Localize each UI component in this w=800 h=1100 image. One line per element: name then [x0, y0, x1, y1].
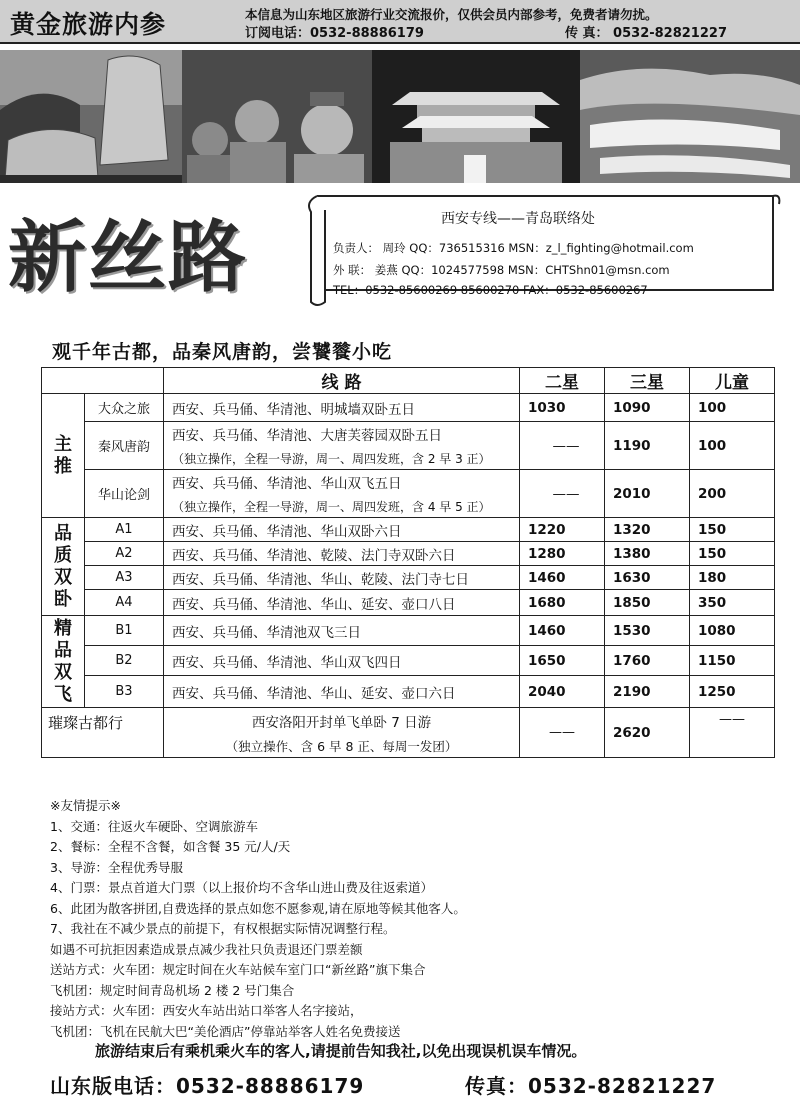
price-child: 150 — [690, 542, 775, 566]
terracotta-warriors-photo — [182, 50, 372, 183]
table-row — [42, 676, 775, 708]
table-row — [42, 542, 775, 566]
price-three: 1190 — [605, 422, 690, 470]
row-name: A3 — [85, 566, 164, 590]
price-child: —— — [690, 708, 775, 758]
price-child: 1250 — [690, 676, 775, 708]
price-child: 1080 — [690, 616, 775, 646]
row-name: A4 — [85, 590, 164, 616]
group-quality — [42, 518, 85, 616]
tip-item: 飞机团：飞机在民航大巴“美伦酒店”停靠站举客人姓名免费接送 — [50, 1023, 401, 1039]
row-name: 璀璨古都行 — [42, 708, 164, 758]
price-two: 1280 — [520, 542, 605, 566]
row-route: 西安、兵马俑、华清池、华山双卧六日 — [164, 518, 520, 542]
row-route: 西安、兵马俑、华清池、华山、延安、壶口六日 — [164, 676, 520, 708]
table-row — [42, 646, 775, 676]
route-text: 西安洛阳开封单飞单卧 7 日游 — [251, 714, 432, 731]
price-three: 1850 — [605, 590, 690, 616]
price-two: 2040 — [520, 676, 605, 708]
contact-card — [303, 190, 781, 308]
price-two: —— — [520, 470, 605, 518]
price-child: 180 — [690, 566, 775, 590]
table-row — [42, 422, 775, 470]
subscribe-phone: 订阅电话：0532-88886179 — [245, 26, 424, 41]
table-header-row — [42, 368, 775, 394]
row-name: 秦风唐韵 — [85, 422, 164, 470]
tip-item: 如遇不可抗拒因素造成景点减少我社只负责退还门票差额 — [50, 941, 363, 957]
price-three: 1760 — [605, 646, 690, 676]
tip-item: 6、此团为散客拼团,自费选择的景点如您不愿参观,请在原地等候其他客人。 — [50, 900, 466, 916]
row-name: 大众之旅 — [85, 394, 164, 422]
route-note: （独立操作，全程一导游，周一、周四发班，含 4 早 5 正） — [172, 500, 491, 514]
price-two: 1460 — [520, 616, 605, 646]
price-three: 1320 — [605, 518, 690, 542]
row-name: 华山论剑 — [85, 470, 164, 518]
price-three: 2010 — [605, 470, 690, 518]
route-note: （独立操作，全程一导游，周一、周四发班，含 2 早 3 正） — [172, 452, 491, 466]
contact-line: TEL：0532-85600269 85600270 FAX：0532-85600267 — [333, 283, 648, 297]
price-table — [41, 367, 775, 758]
price-three: 1380 — [605, 542, 690, 566]
price-two: 1030 — [520, 394, 605, 422]
group-label: 精品双飞 — [54, 617, 72, 705]
price-three: 1530 — [605, 616, 690, 646]
row-name: B2 — [85, 646, 164, 676]
price-child: 100 — [690, 394, 775, 422]
price-three: 2620 — [605, 708, 690, 758]
table-row — [42, 566, 775, 590]
tip-item: 7、我社在不减少景点的前提下，有权根据实际情况调整行程。 — [50, 921, 396, 936]
header-notice: 本信息为山东地区旅游行业交流报价，仅供会员内部参考，免费者请勿扰。 — [245, 7, 658, 22]
bell-tower-photo — [372, 50, 580, 183]
price-two: —— — [520, 708, 605, 758]
price-child: 350 — [690, 590, 775, 616]
price-three: 1090 — [605, 394, 690, 422]
stone-monument-photo — [0, 50, 182, 183]
header-child: 儿童 — [690, 368, 775, 394]
footer-fax: 传真：0532-82821227 — [465, 1074, 717, 1098]
row-route: 西安、兵马俑、华清池、华山双飞四日 — [164, 646, 520, 676]
price-two: 1650 — [520, 646, 605, 676]
contact-title: 西安专线——青岛联络处 — [441, 211, 595, 227]
row-name: B1 — [85, 616, 164, 646]
tip-item: 飞机团：规定时间青岛机场 2 楼 2 号门集合 — [50, 982, 295, 998]
route-title: 新丝路 — [8, 212, 249, 303]
row-route — [164, 422, 520, 470]
table-row — [42, 616, 775, 646]
route-text: 西安、兵马俑、华清池、大唐芙蓉园双卧五日 — [172, 428, 442, 444]
tip-item: 2、餐标：全程不含餐，如含餐 35 元/人/天 — [50, 839, 291, 854]
footer-phone: 山东版电话：0532-88886179 — [50, 1074, 365, 1098]
header-route: 线 路 — [164, 368, 520, 394]
row-route — [164, 708, 520, 758]
group-fly — [42, 616, 85, 708]
group-label: 品质双卧 — [54, 522, 72, 610]
price-two: 1460 — [520, 566, 605, 590]
footer-contact — [50, 1070, 717, 1099]
tip-item: 接站方式：火车团：西安火车站出站口举客人名字接站， — [50, 1003, 363, 1018]
table-row — [42, 518, 775, 542]
photo-banner — [0, 50, 800, 183]
row-name: B3 — [85, 676, 164, 708]
price-two: —— — [520, 422, 605, 470]
price-child: 1150 — [690, 646, 775, 676]
row-name: A2 — [85, 542, 164, 566]
price-child: 150 — [690, 518, 775, 542]
price-child: 200 — [690, 470, 775, 518]
price-three: 1630 — [605, 566, 690, 590]
ending-notice: 旅游结束后有乘机乘火车的客人,请提前告知我社,以免出现误机误车情况。 — [95, 1042, 587, 1060]
brand-title: 黄金旅游内参 — [10, 10, 167, 39]
row-route: 西安、兵马俑、华清池双飞三日 — [164, 616, 520, 646]
table-corner — [42, 368, 164, 394]
contact-line: 负责人： 周玲 QQ：736515316 MSN：z_l_fighting@hotmail.com — [333, 241, 694, 255]
group-label: 主推 — [54, 433, 72, 477]
header-fax: 传 真： 0532-82821227 — [565, 26, 727, 41]
tip-item: 1、交通：往返火车硬卧、空调旅游车 — [50, 818, 258, 834]
row-name: A1 — [85, 518, 164, 542]
row-route — [164, 470, 520, 518]
header-three-star: 三星 — [605, 368, 690, 394]
waterfall-photo — [580, 50, 800, 183]
table-row — [42, 394, 775, 422]
table-row — [42, 708, 775, 758]
contact-line: 外 联： 姜燕 QQ：1024577598 MSN：CHTShn01@msn.com — [333, 263, 670, 277]
table-row — [42, 470, 775, 518]
tips-heading: ※友情提示※ — [50, 798, 121, 813]
table-row — [42, 590, 775, 616]
row-route: 西安、兵马俑、华清池、华山、乾陵、法门寺七日 — [164, 566, 520, 590]
slogan: 观千年古都，品秦风唐韵，尝饕餮小吃 — [52, 341, 393, 363]
price-child: 100 — [690, 422, 775, 470]
row-route: 西安、兵马俑、华清池、明城墙双卧五日 — [164, 394, 520, 422]
tip-item: 4、门票：景点首道大门票（以上报价均不含华山进山费及往返索道） — [50, 880, 433, 895]
row-route: 西安、兵马俑、华清池、华山、延安、壶口八日 — [164, 590, 520, 616]
tips-list — [50, 796, 466, 1042]
price-three: 2190 — [605, 676, 690, 708]
header-contact — [245, 22, 727, 41]
price-two: 1220 — [520, 518, 605, 542]
price-two: 1680 — [520, 590, 605, 616]
header-two-star: 二星 — [520, 368, 605, 394]
tip-item: 3、导游：全程优秀导服 — [50, 859, 183, 875]
tip-item: 送站方式：火车团：规定时间在火车站候车室门口“新丝路”旗下集合 — [50, 962, 426, 977]
route-text: 西安、兵马俑、华清池、华山双飞五日 — [172, 476, 402, 492]
group-main — [42, 394, 85, 518]
header-bar — [0, 0, 800, 44]
route-note: （独立操作、含 6 早 8 正、每周一发团） — [225, 738, 458, 754]
row-route: 西安、兵马俑、华清池、乾陵、法门寺双卧六日 — [164, 542, 520, 566]
